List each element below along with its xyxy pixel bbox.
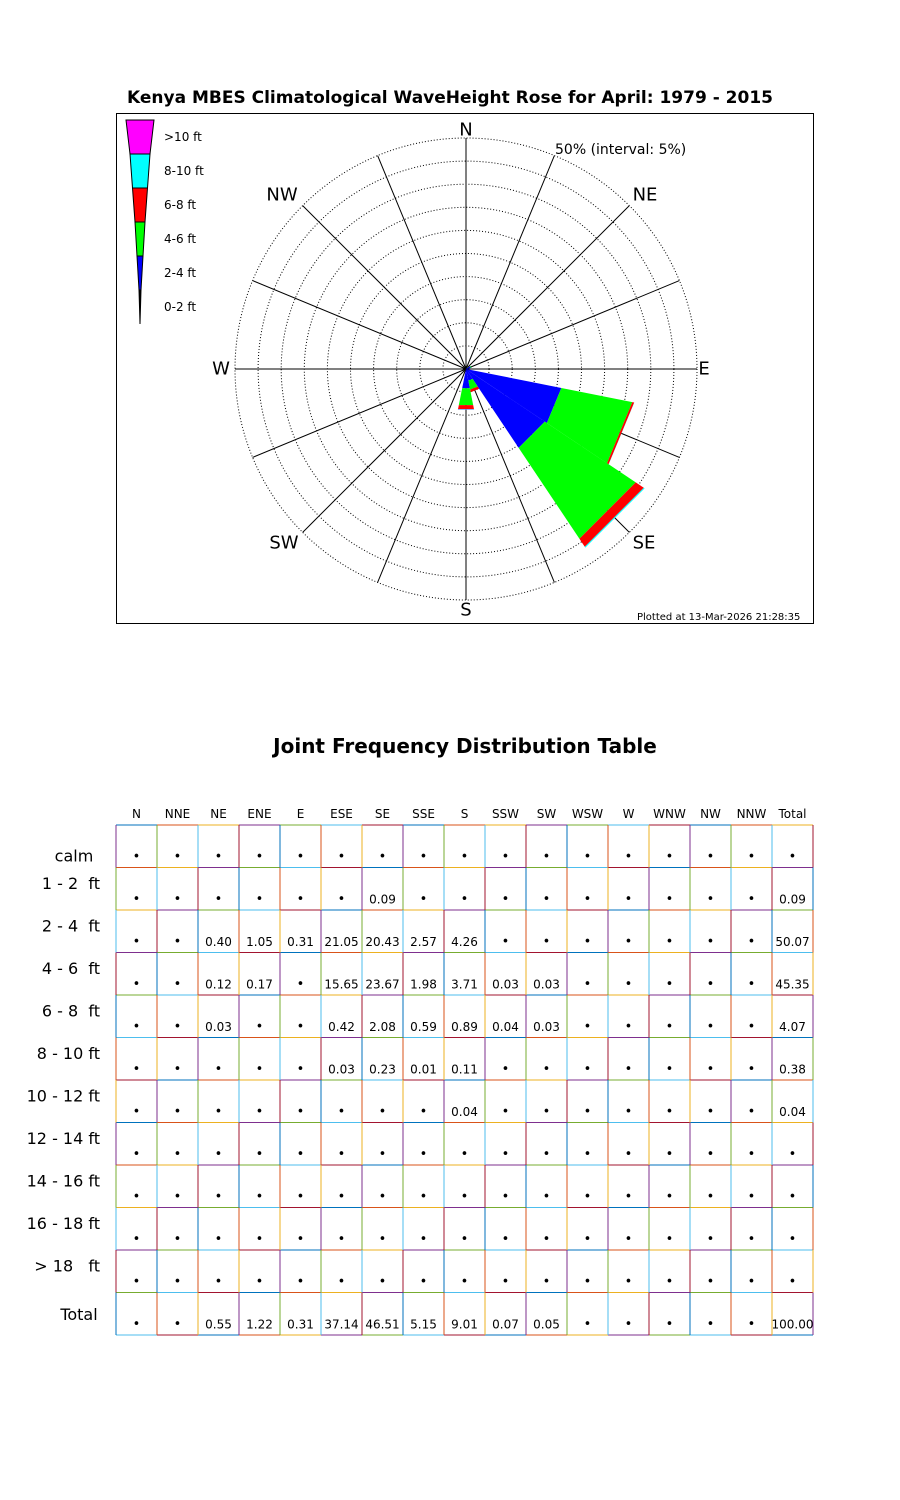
table-cell: • <box>132 849 141 865</box>
table-cell: • <box>296 1104 305 1120</box>
table-cell: • <box>624 1147 633 1162</box>
table-cell: • <box>214 1274 223 1290</box>
table-cell: • <box>583 1062 592 1077</box>
table-cell: • <box>501 1189 510 1205</box>
table-cell: 0.07 <box>492 1317 519 1332</box>
table-cell: • <box>706 1317 715 1332</box>
table-cell: • <box>542 1232 551 1247</box>
table-cell: • <box>624 849 633 865</box>
table-cell: 0.12 <box>205 977 232 992</box>
table-cell: • <box>337 1104 346 1120</box>
table-cell: • <box>378 1189 387 1205</box>
table-cell: • <box>583 1317 592 1332</box>
table-cell: • <box>501 1274 510 1290</box>
table-cell: • <box>296 1232 305 1247</box>
table-cell: • <box>255 892 264 907</box>
table-cell: • <box>132 934 141 950</box>
table-cell: • <box>665 1232 674 1247</box>
table-cell: 1.22 <box>246 1317 273 1332</box>
table-cell: 0.23 <box>369 1062 396 1077</box>
table-cell: • <box>501 849 510 865</box>
table-cell: • <box>132 1317 141 1332</box>
rose-spoke-nnw <box>378 156 466 369</box>
row-label: 10 - 12 ft <box>26 1086 100 1106</box>
column-header-ssw: SSW <box>491 807 520 821</box>
table-cell: • <box>255 1147 264 1162</box>
table-cell: 2.57 <box>410 935 437 949</box>
table-cell: • <box>173 1147 182 1162</box>
table-cell: 0.03 <box>205 1020 232 1034</box>
rose-petal-s <box>458 409 474 410</box>
table-cell: • <box>665 1062 674 1077</box>
table-cell: • <box>665 934 674 950</box>
table-cell: • <box>214 1232 223 1247</box>
table-cell: • <box>337 892 346 907</box>
table-cell: 21.05 <box>324 935 359 949</box>
table-cell: • <box>583 892 592 907</box>
table-cell: • <box>624 1232 633 1247</box>
table-cell: 1.98 <box>410 977 437 992</box>
table-cell: • <box>419 1147 428 1162</box>
table-cell: • <box>501 1232 510 1247</box>
legend-label: 8-10 ft <box>164 164 204 178</box>
column-header-sw: SW <box>536 807 557 821</box>
table-cell: 0.04 <box>779 1105 806 1119</box>
table-cell: • <box>501 1062 510 1077</box>
table-cell: • <box>460 1232 469 1247</box>
legend-label: 0-2 ft <box>164 300 197 314</box>
table-cell: • <box>542 849 551 865</box>
table-cell: 46.51 <box>365 1317 400 1332</box>
table-cell: 9.01 <box>451 1317 478 1332</box>
table-cell: • <box>542 1147 551 1162</box>
column-header-sse: SSE <box>412 807 435 821</box>
table-cell: • <box>583 1274 592 1290</box>
table-cell: • <box>132 1019 141 1035</box>
table-cell: 37.14 <box>324 1317 359 1332</box>
table-cell: • <box>173 1104 182 1120</box>
table-cell: • <box>788 1232 797 1247</box>
table-cell: • <box>132 892 141 907</box>
table-cell: • <box>337 1147 346 1162</box>
table-cell: • <box>378 1232 387 1247</box>
legend-label: 2-4 ft <box>164 266 197 280</box>
compass-label-nw: NW <box>266 184 298 206</box>
table-cell: • <box>501 934 510 950</box>
compass-label-w: W <box>212 358 230 380</box>
table-cell: 0.05 <box>533 1317 560 1332</box>
legend-swatch <box>126 120 154 154</box>
table-cell: 0.03 <box>533 1020 560 1034</box>
table-cell: • <box>542 1104 551 1120</box>
table-cell: • <box>296 1274 305 1290</box>
table-cell: • <box>706 1019 715 1035</box>
table-cell: • <box>296 1019 305 1035</box>
legend-swatch <box>130 154 150 188</box>
column-header-ene: ENE <box>247 807 272 821</box>
table-cell: • <box>255 1189 264 1205</box>
table-cell: • <box>747 977 756 992</box>
table-cell: • <box>706 849 715 865</box>
table-cell: 0.55 <box>205 1317 232 1332</box>
table-cell: • <box>214 892 223 907</box>
table-cell: • <box>624 1317 633 1332</box>
table-cell: • <box>747 1317 756 1332</box>
table-cell: • <box>624 1062 633 1077</box>
table-cell: 0.09 <box>369 892 396 907</box>
table-cell: • <box>665 849 674 865</box>
table-cell: 45.35 <box>775 977 810 992</box>
table-cell: 23.67 <box>365 977 400 992</box>
table-cell: • <box>706 1274 715 1290</box>
legend-label: 6-8 ft <box>164 198 197 212</box>
table-cell: • <box>665 1019 674 1035</box>
column-header-wsw: WSW <box>571 807 604 821</box>
table-cell: • <box>132 1062 141 1077</box>
table-cell: • <box>583 1019 592 1035</box>
table-cell: • <box>296 892 305 907</box>
table-cell: 0.03 <box>328 1062 355 1077</box>
wave-rose-chart <box>0 0 900 660</box>
table-cell: 0.31 <box>287 1317 314 1332</box>
rose-scale-label: 50% (interval: 5%) <box>555 142 687 158</box>
row-label: 6 - 8 ft <box>41 1001 100 1021</box>
legend-label: 4-6 ft <box>164 232 197 246</box>
table-cell: • <box>460 1274 469 1290</box>
table-cell: • <box>173 1019 182 1035</box>
table-cell: • <box>460 1147 469 1162</box>
table-cell: 20.43 <box>365 935 400 949</box>
table-cell: • <box>542 1062 551 1077</box>
table-cell: • <box>583 1189 592 1205</box>
table-cell: • <box>419 1274 428 1290</box>
column-header-s: S <box>460 807 469 821</box>
legend-swatch <box>137 256 143 290</box>
table-cell: 0.31 <box>287 935 314 949</box>
rose-spoke-nne <box>466 156 554 369</box>
table-cell: • <box>173 1232 182 1247</box>
table-cell: 0.03 <box>492 977 519 992</box>
table-cell: • <box>706 1189 715 1205</box>
table-cell: • <box>624 1019 633 1035</box>
table-cell: 50.07 <box>775 935 810 949</box>
table-cell: • <box>296 1062 305 1077</box>
table-cell: • <box>337 1274 346 1290</box>
table-cell: • <box>255 1232 264 1247</box>
table-cell: • <box>747 892 756 907</box>
compass-label-s: S <box>460 599 472 621</box>
table-cell: • <box>788 1274 797 1290</box>
table-cell: 0.11 <box>451 1062 478 1077</box>
row-label: 8 - 10 ft <box>36 1044 100 1063</box>
table-cell: • <box>583 977 592 992</box>
table-cell: 0.04 <box>451 1105 478 1119</box>
table-cell: • <box>255 1104 264 1120</box>
rose-title: Kenya MBES Climatological WaveHeight Rose for April: 1979 - 2015 <box>127 88 773 108</box>
table-cell: • <box>747 1147 756 1162</box>
rose-spoke-ene <box>466 281 679 369</box>
rose-spoke-wnw <box>253 281 466 369</box>
table-cell: 0.01 <box>410 1062 437 1077</box>
table-cell: • <box>460 1189 469 1205</box>
table-cell: • <box>214 1104 223 1120</box>
table-cell: • <box>583 1232 592 1247</box>
table-cell: 0.42 <box>328 1020 355 1034</box>
table-cell: 0.17 <box>246 977 273 992</box>
table-cell: • <box>542 1274 551 1290</box>
table-cell: • <box>706 934 715 950</box>
table-cell: • <box>337 849 346 865</box>
table-cell: 4.07 <box>779 1020 806 1034</box>
table-cell: • <box>583 1104 592 1120</box>
table-cell: • <box>296 1189 305 1205</box>
table-cell: • <box>665 892 674 907</box>
table-cell: • <box>214 1062 223 1077</box>
table-cell: • <box>378 1147 387 1162</box>
table-cell: 4.26 <box>451 935 478 949</box>
table-cell: • <box>788 1147 797 1162</box>
table-cell: • <box>624 1274 633 1290</box>
row-label: calm <box>54 846 94 866</box>
table-cell: • <box>255 1019 264 1035</box>
table-cell: • <box>665 1274 674 1290</box>
table-cell: • <box>214 1189 223 1205</box>
row-label: 4 - 6 ft <box>41 959 100 978</box>
row-label: > 18 ft <box>34 1256 100 1276</box>
table-cell: • <box>173 934 182 950</box>
rose-spoke-wsw <box>253 369 466 457</box>
table-cell: • <box>706 892 715 907</box>
rose-spoke-ssw <box>378 369 466 582</box>
table-cell: • <box>624 977 633 992</box>
table-cell: • <box>132 1104 141 1120</box>
table-cell: • <box>419 1189 428 1205</box>
legend-label: >10 ft <box>164 130 202 144</box>
table-cell: • <box>132 1274 141 1290</box>
table-cell: • <box>173 892 182 907</box>
legend-swatch <box>139 290 141 324</box>
table-cell: • <box>419 1104 428 1120</box>
table-cell: 3.71 <box>451 977 478 992</box>
compass-label-sw: SW <box>269 532 299 554</box>
table-cell: • <box>173 977 182 992</box>
compass-label-n: N <box>459 119 473 141</box>
table-cell: • <box>173 1317 182 1332</box>
table-cell: • <box>747 934 756 950</box>
column-header-e: E <box>296 807 305 821</box>
table-cell: • <box>624 1104 633 1120</box>
table-cell: • <box>255 849 264 865</box>
table-cell: • <box>173 1189 182 1205</box>
column-header-se: SE <box>374 807 391 821</box>
table-cell: • <box>747 1232 756 1247</box>
table-cell: 5.15 <box>410 1317 437 1332</box>
legend-swatch <box>133 188 148 222</box>
table-cell: 0.03 <box>533 977 560 992</box>
table-cell: 0.89 <box>451 1020 478 1034</box>
table-cell: • <box>624 1189 633 1205</box>
table-cell: • <box>501 892 510 907</box>
row-label: 14 - 16 ft <box>26 1171 100 1191</box>
table-cell: • <box>624 934 633 950</box>
compass-label-e: E <box>698 358 710 380</box>
table-cell: • <box>542 892 551 907</box>
table-cell: • <box>132 1189 141 1205</box>
row-label: 16 - 18 ft <box>26 1214 100 1233</box>
table-cell: 1.05 <box>246 935 273 949</box>
table-cell: • <box>542 934 551 950</box>
table-cell: • <box>624 892 633 907</box>
compass-label-ne: NE <box>632 184 658 206</box>
table-cell: • <box>583 1147 592 1162</box>
table-cell: • <box>665 1104 674 1120</box>
table-cell: • <box>460 849 469 865</box>
table-cell: • <box>132 1147 141 1162</box>
column-header-nw: NW <box>700 807 721 821</box>
row-label: Total <box>60 1305 98 1324</box>
table-cell: • <box>747 1019 756 1035</box>
table-cell: 0.40 <box>205 935 232 949</box>
table-cell: • <box>706 1062 715 1077</box>
table-cell: • <box>378 849 387 865</box>
table-cell: • <box>706 1104 715 1120</box>
row-label: 12 - 14 ft <box>26 1129 100 1148</box>
table-cell: • <box>132 1232 141 1247</box>
table-cell: • <box>419 849 428 865</box>
table-cell: • <box>747 849 756 865</box>
column-header-ese: ESE <box>330 807 353 821</box>
rose-petal-s <box>458 405 474 409</box>
table-cell: • <box>583 934 592 950</box>
table-cell: • <box>747 1189 756 1205</box>
table-cell: • <box>419 892 428 907</box>
table-cell: • <box>583 849 592 865</box>
table-cell: • <box>296 1147 305 1162</box>
table-cell: • <box>255 1062 264 1077</box>
table-cell: 0.09 <box>779 892 806 907</box>
table-cell: • <box>419 1232 428 1247</box>
plot-timestamp: Plotted at 13-Mar-2026 21:28:35 <box>637 612 801 623</box>
table-cell: • <box>378 1104 387 1120</box>
table-cell: 2.08 <box>369 1020 396 1034</box>
table-cell: • <box>747 1062 756 1077</box>
table-cell: • <box>665 1147 674 1162</box>
table-cell: • <box>173 1062 182 1077</box>
table-cell: 15.65 <box>324 977 359 992</box>
table-cell: • <box>173 849 182 865</box>
table-cell: • <box>501 1104 510 1120</box>
table-cell: • <box>460 892 469 907</box>
table-cell: • <box>788 1189 797 1205</box>
legend-swatch <box>135 222 145 256</box>
table-title: Joint Frequency Distribution Table <box>273 734 657 758</box>
table-cell: • <box>665 1189 674 1205</box>
column-header-total: Total <box>778 807 807 821</box>
rose-spoke-sw <box>303 369 466 532</box>
table-cell: • <box>296 849 305 865</box>
table-cell: • <box>706 1232 715 1247</box>
column-header-n: N <box>132 807 141 821</box>
table-cell: • <box>747 1274 756 1290</box>
table-cell: • <box>132 977 141 992</box>
table-cell: 0.59 <box>410 1020 437 1034</box>
table-cell: • <box>214 849 223 865</box>
table-cell: 0.38 <box>779 1062 806 1077</box>
table-cell: • <box>665 977 674 992</box>
table-cell: 100.00 <box>771 1317 814 1332</box>
table-cell: • <box>378 1274 387 1290</box>
table-cell: • <box>788 849 797 865</box>
column-header-wnw: WNW <box>653 807 686 821</box>
column-header-w: W <box>622 807 635 821</box>
compass-label-se: SE <box>632 532 656 554</box>
column-header-ne: NE <box>210 807 227 821</box>
rose-spoke-ne <box>466 206 629 369</box>
table-cell: • <box>296 977 305 992</box>
table-cell: • <box>214 1147 223 1162</box>
table-cell: • <box>337 1189 346 1205</box>
table-cell: • <box>706 1147 715 1162</box>
table-cell: • <box>706 977 715 992</box>
row-label: 2 - 4 ft <box>41 916 100 936</box>
table-cell: • <box>747 1104 756 1120</box>
table-cell: • <box>665 1317 674 1332</box>
table-cell: 0.04 <box>492 1020 519 1034</box>
row-label: 1 - 2 ft <box>41 874 100 893</box>
table-cell: • <box>173 1274 182 1290</box>
table-cell: • <box>337 1232 346 1247</box>
column-header-nne: NNE <box>164 807 191 821</box>
rose-spoke-nw <box>303 206 466 369</box>
table-cell: • <box>501 1147 510 1162</box>
column-header-nnw: NNW <box>736 807 767 821</box>
table-cell: • <box>255 1274 264 1290</box>
table-cell: • <box>542 1189 551 1205</box>
